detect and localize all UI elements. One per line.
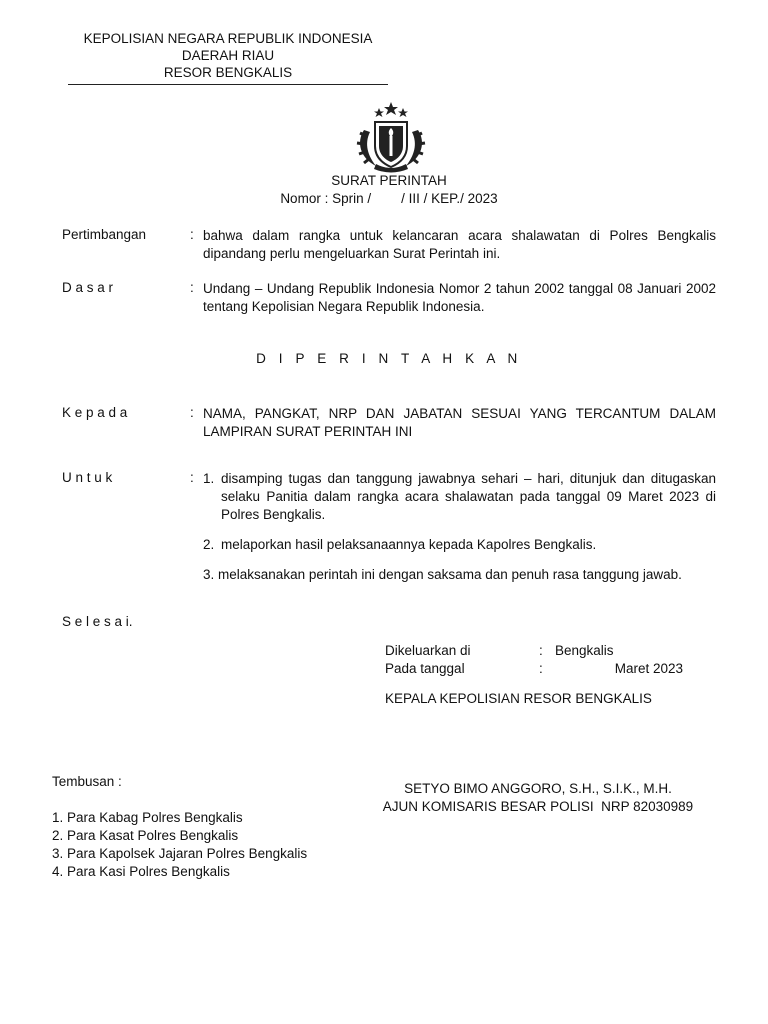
closing-selesai: S e l e s a i. [62,614,133,629]
police-emblem-icon [346,100,436,174]
tembusan-item: 3. Para Kapolsek Jajaran Polres Bengkalis [52,846,308,861]
kepada-text: NAMA, PANGKAT, NRP DAN JABATAN SESUAI YANG TERCANTUM DALAM LAMPIRAN SURAT PERINTAH INI [203,406,716,439]
dasar-colon: : [190,280,194,295]
pertimbangan-text: bahwa dalam rangka untuk kelancaran acara shalawatan di Polres Bengkalis dipandang perlu mengeluarkan Surat Perintah ini. [203,228,716,261]
issued-date-row [385,660,683,678]
untuk-item-1-text: disamping tugas dan tanggung jawabnya sehari – hari, ditunjuk dan ditugaskan selaku Panitia dalam rangka acara shalawatan pada tanggal 09 Maret 2023 di Polres Bengkalis. [221,471,716,522]
untuk-item-3 [203,566,716,584]
issued-date-colon: : [539,661,543,676]
tembusan-label: Tembusan : [52,774,122,789]
signatory-name: SETYO BIMO ANGGORO, S.H., S.I.K., M.H. [404,781,672,796]
letterhead [62,30,394,81]
issued-place-label: Dikeluarkan di [385,643,471,658]
tembusan-item: 4. Para Kasi Polres Bengkalis [52,864,230,879]
dasar-label: D a s a r [62,280,114,295]
official-title: KEPALA KEPOLISIAN RESOR BENGKALIS [385,691,652,706]
untuk-item-1-number: 1. [203,471,215,486]
untuk-item-2-text: melaporkan hasil pelaksanaannya kepada Kapolres Bengkalis. [221,537,597,552]
document-number: Nomor : Sprin / / III / KEP./ 2023 [280,191,498,206]
tembusan-item: 1. Para Kabag Polres Bengkalis [52,810,243,825]
issued-place-colon: : [539,643,543,658]
letterhead-line-1: KEPOLISIAN NEGARA REPUBLIK INDONESIA [83,31,373,46]
dasar-text: Undang – Undang Republik Indonesia Nomor 2 tahun 2002 tanggal 08 Januari 2002 tentang Kepolisian Negara Republik Indonesia. [203,281,716,314]
kepada-colon: : [190,405,194,420]
tembusan-item: 2. Para Kasat Polres Bengkalis [52,828,239,843]
issued-place-value: Bengkalis [555,643,614,658]
letterhead-line-2: DAERAH RIAU [181,48,275,63]
order-heading: D I P E R I N T A H K A N [256,351,522,366]
untuk-colon: : [190,470,194,485]
letterhead-line-3: RESOR BENGKALIS [163,65,293,80]
untuk-item-1 [203,470,716,524]
untuk-label: U n t u k [62,470,113,485]
document-title: SURAT PERINTAH [331,173,447,188]
issued-date-label: Pada tanggal [385,661,465,676]
signatory-rank: AJUN KOMISARIS BESAR POLISI NRP 82030989 [382,799,694,814]
pertimbangan-label: Pertimbangan [62,227,147,242]
document-title-block [239,172,539,208]
untuk-item-2-number: 2. [203,537,215,552]
issued-place-row [385,642,614,660]
untuk-item-3-number: 3. [203,567,215,582]
untuk-item-3-text: melaksanakan perintah ini dengan saksama dan penuh rasa tanggung jawab. [218,567,682,582]
pertimbangan-colon: : [190,227,194,242]
tembusan-list [52,809,307,881]
kepada-label: K e p a d a [62,405,128,420]
signatory-block [358,780,718,816]
issued-date-value: Maret 2023 [614,661,683,676]
letterhead-divider [68,84,388,85]
untuk-item-2 [203,536,716,554]
